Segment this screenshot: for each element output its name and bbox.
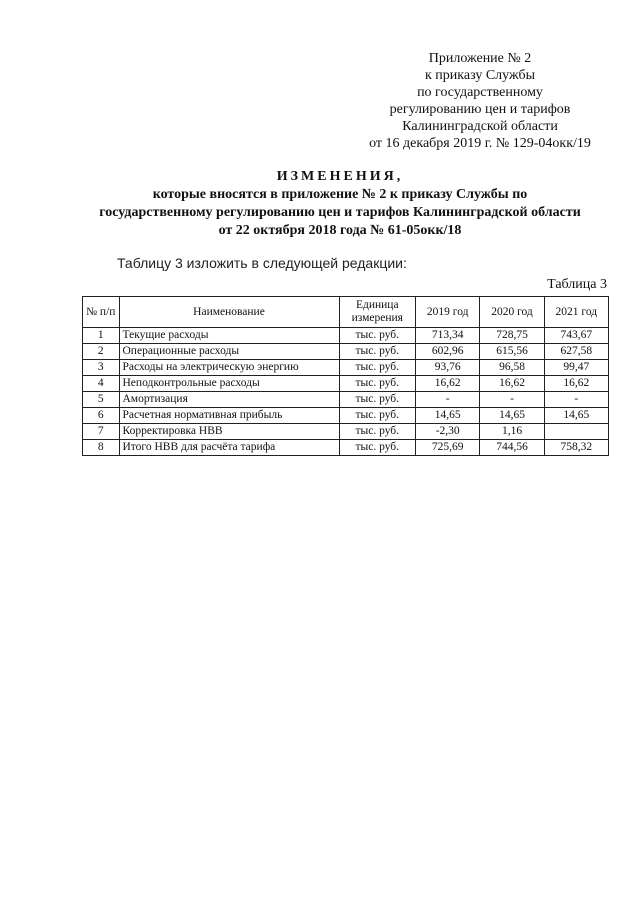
title-line: государственному регулированию цен и тарифов Калининградской области — [99, 205, 581, 220]
cell-2021: 758,32 — [544, 440, 608, 456]
cell-2020: 615,56 — [480, 344, 544, 360]
cell-2021: 627,58 — [544, 344, 608, 360]
cell-2019: 725,69 — [416, 440, 480, 456]
cell-num: 6 — [83, 408, 120, 424]
cell-unit: тыс. руб. — [339, 328, 416, 344]
cell-2019: -2,30 — [416, 424, 480, 440]
cell-2019: 16,62 — [416, 376, 480, 392]
title-line: от 22 октября 2018 года № 61-05окк/18 — [218, 223, 462, 238]
title-heading: ИЗМЕНЕНИЯ, — [276, 169, 404, 184]
header-2021: 2021 год — [544, 297, 608, 328]
cell-num: 3 — [83, 360, 120, 376]
appendix-line: Калининградской области — [402, 119, 558, 134]
cell-name: Неподконтрольные расходы — [119, 376, 339, 392]
cell-num: 5 — [83, 392, 120, 408]
appendix-block — [360, 50, 600, 152]
cell-num: 8 — [83, 440, 120, 456]
cell-num: 7 — [83, 424, 120, 440]
cell-2020: 744,56 — [480, 440, 544, 456]
table-row — [83, 408, 609, 424]
cell-name: Текущие расходы — [119, 328, 339, 344]
appendix-line: по государственному — [417, 85, 543, 100]
cell-2020: 96,58 — [480, 360, 544, 376]
header-2019: 2019 год — [416, 297, 480, 328]
header-2020: 2020 год — [480, 297, 544, 328]
table-row — [83, 424, 609, 440]
appendix-line: от 16 декабря 2019 г. № 129-04окк/19 — [369, 136, 591, 151]
cell-2021: 14,65 — [544, 408, 608, 424]
appendix-line: регулированию цен и тарифов — [389, 102, 571, 117]
cell-unit: тыс. руб. — [339, 376, 416, 392]
cell-unit: тыс. руб. — [339, 424, 416, 440]
cell-unit: тыс. руб. — [339, 360, 416, 376]
cell-name: Корректировка НВВ — [119, 424, 339, 440]
cell-2020: 728,75 — [480, 328, 544, 344]
header-name: Наименование — [119, 297, 339, 328]
table-header-row — [83, 297, 609, 328]
cell-num: 2 — [83, 344, 120, 360]
table-row — [83, 376, 609, 392]
table-row — [83, 328, 609, 344]
cell-name: Расчетная нормативная прибыль — [119, 408, 339, 424]
intro-text: Таблицу 3 изложить в следующей редакции: — [117, 255, 407, 271]
cell-num: 4 — [83, 376, 120, 392]
cell-2019: 14,65 — [416, 408, 480, 424]
cell-2020: 1,16 — [480, 424, 544, 440]
cell-2019: - — [416, 392, 480, 408]
cell-2020: - — [480, 392, 544, 408]
cell-2021: 99,47 — [544, 360, 608, 376]
header-num: № п/п — [83, 297, 120, 328]
table-row — [83, 392, 609, 408]
cell-2021: 743,67 — [544, 328, 608, 344]
cell-unit: тыс. руб. — [339, 408, 416, 424]
cell-2021: 16,62 — [544, 376, 608, 392]
tariff-table — [82, 296, 609, 456]
table-row — [83, 440, 609, 456]
document-title — [60, 168, 620, 240]
cell-2021: - — [544, 392, 608, 408]
cell-2021 — [544, 424, 608, 440]
cell-name: Расходы на электрическую энергию — [119, 360, 339, 376]
cell-unit: тыс. руб. — [339, 392, 416, 408]
cell-num: 1 — [83, 328, 120, 344]
appendix-line: Приложение № 2 — [428, 51, 532, 66]
cell-name: Итого НВВ для расчёта тарифа — [119, 440, 339, 456]
cell-2019: 602,96 — [416, 344, 480, 360]
cell-unit: тыс. руб. — [339, 440, 416, 456]
cell-2019: 713,34 — [416, 328, 480, 344]
header-unit: Единица измерения — [339, 297, 416, 328]
table-row — [83, 360, 609, 376]
title-line: которые вносятся в приложение № 2 к приказу Службы по — [152, 187, 528, 202]
cell-name: Операционные расходы — [119, 344, 339, 360]
cell-2019: 93,76 — [416, 360, 480, 376]
cell-name: Амортизация — [119, 392, 339, 408]
table-row — [83, 344, 609, 360]
table-label: Таблица 3 — [547, 277, 607, 292]
appendix-line: к приказу Службы — [425, 68, 535, 83]
cell-unit: тыс. руб. — [339, 344, 416, 360]
cell-2020: 16,62 — [480, 376, 544, 392]
cell-2020: 14,65 — [480, 408, 544, 424]
